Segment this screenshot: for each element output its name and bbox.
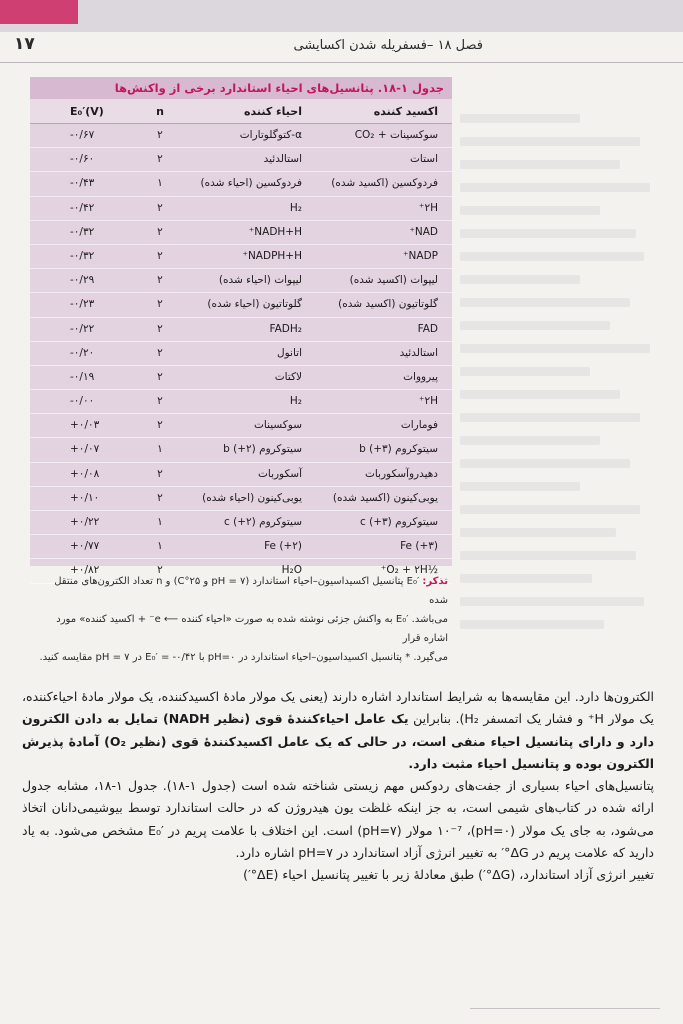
table-caption: جدول ۱-۱۸. پتانسیل‌های احیاء استاندارد برخی از واکنش‌ها	[30, 77, 452, 99]
cell-e0: -۰/۶۰	[70, 153, 95, 166]
cell-n: ۱	[157, 516, 163, 528]
page-number: ۱۷	[14, 34, 35, 54]
cell-reductant: لیپوات (احیاء شده)	[218, 274, 302, 287]
header-e0: E₀′(V)	[70, 105, 104, 118]
table-row	[30, 318, 452, 342]
cell-oxidant: پیرووات	[403, 370, 438, 383]
cell-n: ۲	[157, 322, 163, 335]
cell-n: ۲	[157, 467, 163, 480]
table-row	[30, 197, 452, 221]
cell-n: ۲	[157, 153, 163, 166]
cell-oxidant: گلوتاتیون (اکسید شده)	[338, 298, 438, 311]
cell-e0: +۰/۲۲	[70, 516, 100, 528]
cell-e0: -۰/۱۹	[70, 370, 95, 383]
cell-e0: -۰/۴۲	[70, 201, 95, 214]
cell-reductant: فردوکسین (احیاء شده)	[200, 177, 302, 190]
cell-oxidant: یوبی‌کینون (اکسید شده)	[332, 491, 438, 504]
paragraph-1-start: الکترون‌ها دارد. این مقایسه‌ها به شرایط استاندارد اشاره دارند (یعنی یک مولار مادۀ اکسیدکننده، یک مولار مادۀ احیاءکننده، یک مولار H⁺ و فشار یک اتمسفر H₂). بنابراین	[22, 689, 654, 727]
table-row	[30, 245, 452, 269]
table-row	[30, 535, 452, 559]
cell-oxidant: استات	[410, 153, 438, 166]
cell-oxidant: FAD	[417, 322, 438, 335]
header-oxidant: اکسید کننده	[373, 105, 438, 118]
cell-e0: -۰/۴۳	[70, 177, 95, 190]
cell-reductant: اتانول	[276, 346, 302, 359]
cell-oxidant: ۲H⁺	[418, 201, 438, 214]
cell-e0: +۰/۷۷	[70, 540, 100, 553]
chapter-title: فصل ۱۸ –فسفریله شدن اکسایشی	[293, 38, 483, 53]
cell-n: ۲	[157, 129, 163, 141]
table-row	[30, 221, 452, 245]
cell-n: ۲	[157, 225, 163, 238]
cell-e0: +۰/۰۳	[70, 419, 100, 432]
paragraph-2: پتانسیل‌های احیاء بسیاری از جفت‌های ردوکس مهم زیستی شناخته شده است (جدول ۱-۱۸). جدول ۱-۱۸، مشابه جدول ارائه شده در کتاب‌های شیمی است، به جز اینکه غلظت یون هیدروژن که در حالت استاندارد توسط بیوشیمی‌دانان اتخاذ می‌شود، به جای یک مولار (pH=۰)، ۱۰⁻⁷ مولار (pH=۷) است. این اختلاف با علامت پریم در E₀′ مشخص می‌شود. به یاد دارید که علامت پریم در ΔG°′ به تغییر انرژی آزاد استاندارد در pH=۷ اشاره دارد.	[22, 778, 654, 861]
table-note	[36, 572, 448, 667]
table-row	[30, 293, 452, 317]
cell-reductant: NADPH+H⁺	[242, 249, 302, 262]
cell-n: ۲	[157, 346, 163, 359]
redox-potential-table	[30, 77, 452, 577]
header-divider	[0, 62, 683, 63]
paragraph-1	[22, 686, 654, 775]
header-reductant: احیاء کننده	[244, 105, 302, 118]
table-row	[30, 342, 452, 366]
footer-line	[470, 1008, 660, 1009]
top-color-bar	[0, 0, 683, 32]
cell-reductant: سیتوکروم c (+۲)	[223, 516, 302, 528]
cell-e0: +۰/۰۸	[70, 467, 100, 480]
note-label: تذکر:	[422, 576, 448, 587]
cell-n: ۲	[157, 395, 163, 408]
header-n: n	[156, 105, 164, 118]
cell-n: ۲	[157, 370, 163, 383]
cell-reductant: H₂O	[281, 564, 302, 577]
cell-reductant: استالدئید	[263, 153, 302, 166]
table-row	[30, 269, 452, 293]
cell-reductant: سیتوکروم b (+۲)	[223, 443, 302, 456]
paragraph-3: تغییر انرژی آزاد استاندارد، (ΔG°′) طبق معادلۀ زیر با تغییر پتانسیل احیاء (ΔE°′)	[243, 867, 654, 883]
table-row	[30, 487, 452, 511]
cell-n: ۱	[157, 443, 163, 456]
cell-e0: -۰/۲۲	[70, 322, 95, 335]
cell-oxidant: سوکسینات + CO₂	[354, 129, 438, 141]
cell-e0: +۰/۸۲	[70, 564, 100, 577]
cell-oxidant: فومارات	[400, 419, 438, 432]
table-row	[30, 366, 452, 390]
cell-e0: -۰/۲۰	[70, 346, 95, 359]
cell-e0: -۰/۶۷	[70, 129, 95, 141]
cell-n: ۲	[157, 249, 163, 262]
cell-e0: +۰/۱۰	[70, 491, 100, 504]
cell-oxidant: Fe (+۳)	[400, 540, 438, 553]
cell-reductant: یوبی‌کینون (احیاء شده)	[202, 491, 302, 504]
cell-reductant: لاکتات	[274, 370, 302, 383]
table-row	[30, 463, 452, 487]
cell-reductant: آسکوربات	[257, 467, 302, 480]
chapter-color-tab	[0, 0, 78, 24]
cell-reductant: NADH+H⁺	[248, 225, 302, 238]
cell-e0: -۰/۲۹	[70, 274, 95, 287]
cell-e0: -۰/۳۲	[70, 249, 95, 262]
cell-oxidant: فردوکسین (اکسید شده)	[331, 177, 438, 190]
cell-reductant: H₂	[289, 201, 302, 214]
cell-n: ۲	[157, 419, 163, 432]
cell-n: ۲	[157, 274, 163, 287]
cell-n: ۱	[157, 540, 163, 553]
cell-e0: -۰/۳۲	[70, 225, 95, 238]
table-row	[30, 414, 452, 438]
note-line-1: E₀′ پتانسیل اکسیداسیون–احیاء استاندارد (pH = ۷ و ۲۵°C) و n تعداد الکترون‌های منتقل شده	[54, 576, 448, 606]
cell-reductant: FADH₂	[269, 322, 302, 335]
cell-n: ۲	[157, 491, 163, 504]
paragraph-1-bold: یک عامل احیاءکنندۀ قوی (نظیر NADH) تمایل به دادن الکترون دارد و دارای پتانسیل احیاء منفی است، در حالی که یک عامل اکسیدکنندۀ قوی (نظیر O₂) آمادۀ پذیرش الکترون بوده و پتانسیل احیاء مثبت دارد.	[22, 711, 654, 771]
cell-n: ۲	[157, 201, 163, 214]
table-row	[30, 148, 452, 172]
cell-n: ۲	[157, 564, 163, 577]
cell-oxidant: ۲H⁺	[418, 395, 438, 408]
cell-n: ۲	[157, 298, 163, 311]
cell-oxidant: لیپوات (اکسید شده)	[349, 274, 438, 287]
cell-reductant: Fe (+۲)	[264, 540, 302, 553]
cell-oxidant: استالدئید	[399, 346, 438, 359]
cell-e0: -۰/۰۰	[70, 395, 95, 408]
note-line-2: می‌باشد. E₀′ به واکنش جزئی نوشته شده به صورت «احیاء کننده ⟵ e⁻ + اکسید کننده» مورد اشاره قرار	[56, 614, 448, 644]
cell-reductant: گلوتاتیون (احیاء شده)	[207, 298, 302, 311]
cell-reductant: α-کتوگلوتارات	[239, 129, 302, 141]
cell-oxidant: دهیدروآسکوربات	[364, 467, 438, 480]
note-line-3: می‌گیرد. * پتانسیل اکسیداسیون–احیاء استاندارد در pH=۰ با E₀′ = -۰/۴۲ در pH = ۷ مقایسه کنید.	[39, 652, 448, 663]
cell-oxidant: سیتوکروم b (+۳)	[359, 443, 438, 456]
table-row	[30, 438, 452, 462]
cell-oxidant: ½O₂ + ۲H⁺	[380, 564, 438, 577]
table-header	[30, 99, 452, 124]
cell-reductant: H₂	[289, 395, 302, 408]
cell-oxidant: سیتوکروم c (+۳)	[359, 516, 438, 528]
cell-oxidant: NADP⁺	[402, 249, 438, 262]
cell-oxidant: NAD⁺	[409, 225, 438, 238]
bleed-through-background	[460, 100, 660, 680]
cell-reductant: سوکسینات	[253, 419, 302, 432]
cell-e0: -۰/۲۳	[70, 298, 95, 311]
cell-n: ۱	[157, 177, 163, 190]
cell-e0: +۰/۰۷	[70, 443, 100, 456]
body-text	[22, 686, 654, 887]
table-row	[30, 172, 452, 196]
table-row	[30, 511, 452, 535]
table-row	[30, 124, 452, 148]
table-row	[30, 390, 452, 414]
